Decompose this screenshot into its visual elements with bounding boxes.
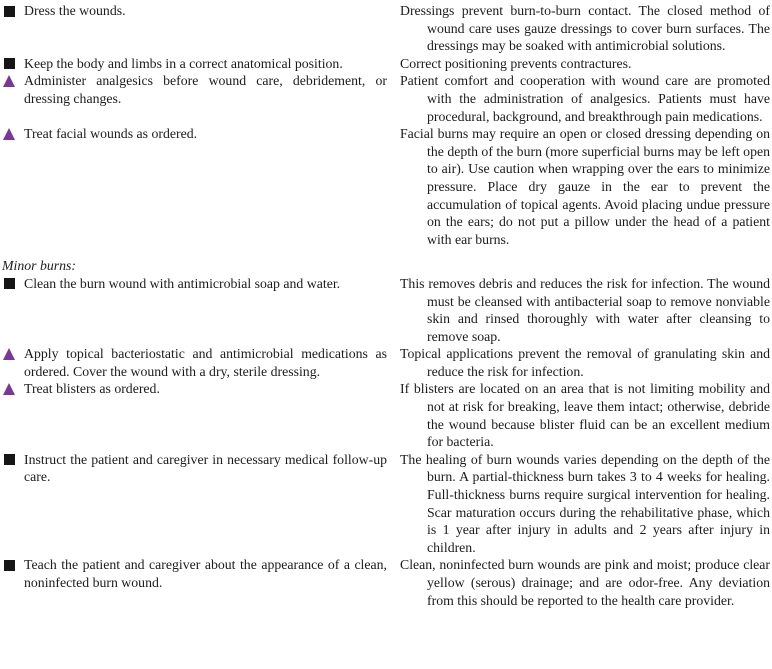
triangle-bullet-icon <box>3 348 15 360</box>
intervention-cell <box>2 451 400 557</box>
intervention-cell <box>2 556 400 609</box>
intervention-rationale-row <box>2 275 770 345</box>
rationale-text: If blisters are located on an area that is not limiting mobility and not at risk for breaking, leave them intact; otherwise, debride the wound because blister fluid can be an excellent medium for bacteria. <box>400 381 770 450</box>
rationale-cell <box>400 125 770 248</box>
rationale-cell <box>400 55 770 73</box>
square-bullet-icon <box>4 58 15 69</box>
rationale-text: Patient comfort and cooperation with wound care are promoted with the administration of analgesics. Patients must have procedural, background, and breakthrough pain medications. <box>400 73 770 124</box>
square-bullet-icon <box>4 454 15 465</box>
rationale-text: Facial burns may require an open or closed dressing depending on the depth of the burn (more superficial burns may be left open to air). Use caution when wrapping over the ears to minimize pressure. Place dry gauze in the ear to prevent the accumulation of topical agents. Avoid placing undue pressure on the ears; do not put a pillow under the head of a patient with ear burns. <box>400 126 770 247</box>
rationale-text: Topical applications prevent the removal of granulating skin and reduce the risk for infection. <box>400 346 770 379</box>
triangle-bullet-icon <box>3 383 15 395</box>
intervention-rationale-row <box>2 2 770 55</box>
intervention-rationale-row <box>2 72 770 125</box>
intervention-rationale-row <box>2 451 770 557</box>
triangle-bullet-icon <box>3 75 15 87</box>
intervention-cell <box>2 125 400 248</box>
intervention-text: Teach the patient and caregiver about the appearance of a clean, noninfected burn wound. <box>24 557 387 590</box>
square-bullet-icon <box>4 6 15 17</box>
intervention-cell <box>2 380 400 450</box>
rationale-cell <box>400 72 770 125</box>
intervention-cell <box>2 345 400 380</box>
intervention-text: Dress the wounds. <box>24 3 126 18</box>
rationale-cell <box>400 451 770 557</box>
intervention-text: Administer analgesics before wound care, debridement, or dressing changes. <box>24 73 387 106</box>
minor-burns-subheading: Minor burns: <box>2 258 76 274</box>
square-bullet-icon <box>4 560 15 571</box>
rationale-text: Dressings prevent burn-to-burn contact. The closed method of wound care uses gauze dressings to cover burn surfaces. The dressings may be soaked with antimicrobial solutions. <box>400 3 770 54</box>
intervention-cell <box>2 2 400 55</box>
rationale-text: Clean, noninfected burn wounds are pink and moist; produce clear yellow (serous) drainage; and are odor-free. Any deviation from this should be reported to the health care provider. <box>400 557 770 608</box>
intervention-text: Treat facial wounds as ordered. <box>24 126 198 142</box>
rationale-text: The healing of burn wounds varies depending on the depth of the burn. A partial-thickness burn takes 3 to 4 weeks for healing. Full-thickness burns require surgical intervention for healing. Scar maturation occurs during the rehabilitative phase, which is 1 year after injury in adults and 2 years after injury in children. <box>400 451 770 555</box>
intervention-text: Instruct the patient and caregiver in necessary medical follow-up care. <box>24 451 387 485</box>
intervention-text: Clean the burn wound with antimicrobial soap and water. <box>24 275 341 291</box>
rationale-cell <box>400 556 770 609</box>
intervention-cell <box>2 55 400 73</box>
rationale-cell <box>400 2 770 55</box>
triangle-bullet-icon <box>3 128 15 140</box>
intervention-rationale-row <box>2 55 770 73</box>
rationale-text: Correct positioning prevents contractures. <box>400 55 632 71</box>
rationale-cell <box>400 345 770 380</box>
intervention-text: Keep the body and limbs in a correct anatomical position. <box>24 55 343 71</box>
intervention-text: Treat blisters as ordered. <box>24 381 160 397</box>
intervention-text: Apply topical bacteriostatic and antimicrobial medications as ordered. Cover the wound with a dry, sterile dressing. <box>24 346 387 379</box>
intervention-cell <box>2 275 400 345</box>
intervention-rationale-row <box>2 556 770 609</box>
intervention-rationale-row <box>2 125 770 248</box>
intervention-cell <box>2 72 400 125</box>
square-bullet-icon <box>4 278 15 289</box>
intervention-rationale-row <box>2 345 770 380</box>
rationale-text: This removes debris and reduces the risk for infection. The wound must be cleansed with antibacterial soap to remove nonviable skin and rinsed thoroughly with water after cleansing to remove soap. <box>400 275 770 344</box>
intervention-rationale-row <box>2 380 770 450</box>
rationale-cell <box>400 275 770 345</box>
rationale-cell <box>400 380 770 450</box>
